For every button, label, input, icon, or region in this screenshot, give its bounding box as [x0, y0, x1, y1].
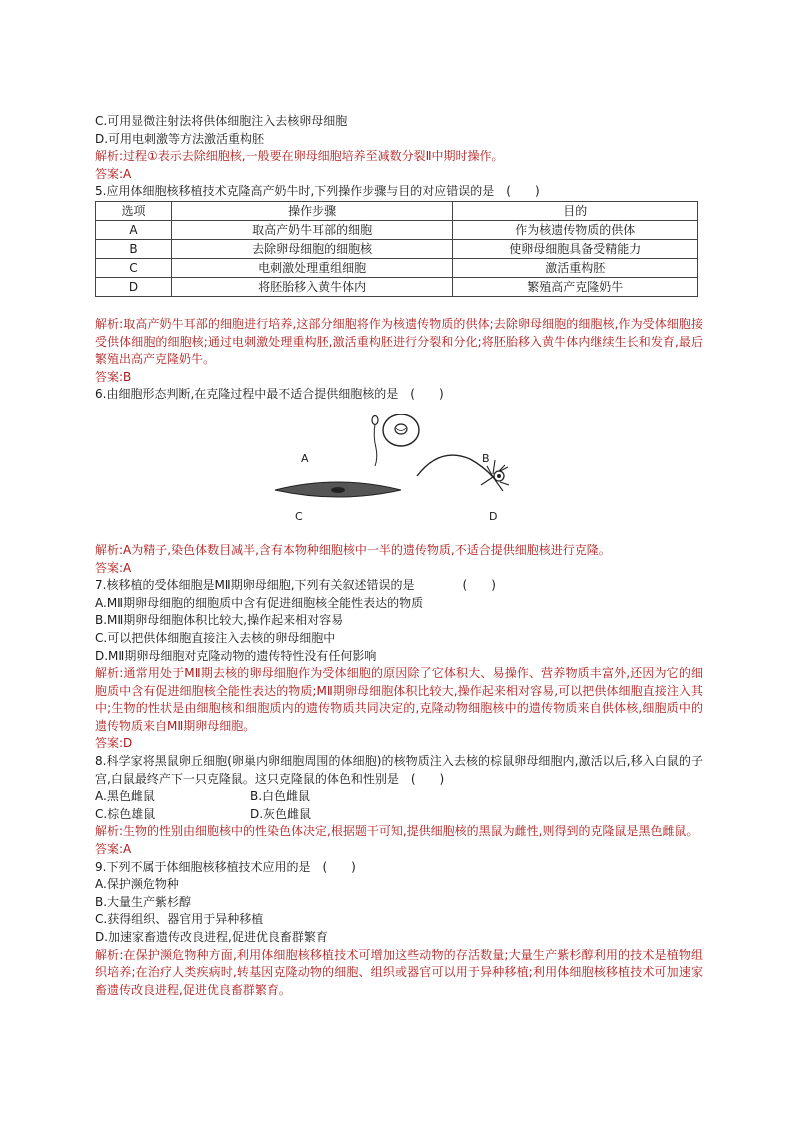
q9-option-a: A.保护濒危物种	[95, 877, 179, 892]
table-cell: 电刺激处理重组细胞	[171, 258, 453, 277]
q7-stem: 7.核移植的受体细胞是MⅡ期卵母细胞,下列有关叙述错误的是 ( )	[95, 578, 496, 593]
figure-label-a: A	[301, 451, 309, 465]
q6-answer: 答案:A	[95, 560, 132, 575]
q4-option-c: C.可用显微注射法将供体细胞注入去核卵母细胞	[95, 114, 348, 128]
q6-analysis: 解析:A为精子,染色体数目减半,含有本物种细胞核中一半的遗传物质,不适合提供细胞核进行克隆。	[95, 542, 611, 557]
table-cell: 将胚胎移入黄牛体内	[171, 277, 453, 296]
q4-option-d: D.可用电刺激等方法激活重构胚	[95, 131, 265, 146]
table-row	[96, 277, 698, 296]
table-cell: B	[96, 239, 172, 258]
table-header: 选项	[96, 201, 172, 220]
q8-option-d: D.灰色雌鼠	[250, 806, 312, 821]
q4-answer: 答案:A	[95, 166, 132, 181]
table-cell: 取高产奶牛耳部的细胞	[171, 220, 453, 239]
table-cell: 激活重构胚	[453, 258, 698, 277]
q6-stem: 6.由细胞形态判断,在克隆过程中最不适合提供细胞核的是 ( )	[95, 387, 444, 402]
q6-cell-figure	[95, 414, 703, 540]
q8-options-row-2	[95, 806, 703, 824]
q9-option-b: B.大量生产紫杉醇	[95, 894, 192, 909]
q7-option-c: C.可以把供体细胞直接注入去核的卵母细胞中	[95, 630, 336, 645]
q9-stem: 9.下列不属于体细胞核移植技术应用的是 ( )	[95, 859, 356, 874]
table-cell: 作为核遗传物质的供体	[453, 220, 698, 239]
spindle-cell-drawing	[275, 482, 401, 497]
figure-label-c: C	[295, 509, 303, 523]
table-header-row	[96, 201, 698, 220]
q8-options-row-1	[95, 788, 703, 806]
table-cell: C	[96, 258, 172, 277]
q7-option-d: D.MⅡ期卵母细胞对克隆动物的遗传特性没有任何影响	[95, 648, 377, 663]
q8-option-c: C.棕色雄鼠	[95, 806, 156, 821]
table-row	[96, 239, 698, 258]
figure-label-b: B	[482, 451, 490, 465]
table-cell: 使卵母细胞具备受精能力	[453, 239, 698, 258]
q7-answer: 答案:D	[95, 736, 133, 751]
egg-cell-drawing	[383, 414, 419, 446]
q9-option-c: C.获得组织、器官用于异种移植	[95, 912, 264, 927]
page-content	[95, 113, 703, 999]
table-cell: 繁殖高产克隆奶牛	[453, 277, 698, 296]
q8-analysis: 解析:生物的性别由细胞核中的性染色体决定,根据题干可知,提供细胞核的黑鼠为雌性,则得到的克隆鼠是黑色雌鼠。	[95, 824, 699, 839]
q8-stem: 8.科学家将黑鼠卵丘细胞(卵巢内卵细胞周围的体细胞)的核物质注入去核的棕鼠卵母细胞内,激活以后,移入白鼠的子宫,白鼠最终产下一只克隆鼠。这只克隆鼠的体色和性别是 ( )	[95, 754, 703, 786]
neuron-cell-drawing	[417, 455, 509, 491]
table-cell: 去除卵母细胞的细胞核	[171, 239, 453, 258]
q8-option-a: A.黑色雌鼠	[95, 789, 155, 804]
q5-table	[95, 201, 698, 297]
q7-analysis: 解析:通常用处于MⅡ期去核的卵母细胞作为受体细胞的原因除了它体积大、易操作、营养物质丰富外,还因为它的细胞质中含有促进细胞核全能性表达的物质;MⅡ期卵母细胞体积比较大,操作起来相对容易,可以把供体细胞直接注入其中;生物的性状是由细胞核和细胞质内的遗传物质共同决定的,克隆动物细胞核中的遗传物质来自供体核,细胞质中的遗传物质来自MⅡ期卵母细胞。	[95, 666, 703, 733]
q4-analysis: 解析:过程①表示去除细胞核,一般要在卵母细胞培养至减数分裂Ⅱ中期时操作。	[95, 149, 504, 164]
q5-analysis: 解析:取高产奶牛耳部的细胞进行培养,这部分细胞将作为核遗传物质的供体;去除卵母细胞的细胞核,作为受体细胞接受供体细胞的细胞核;通过电刺激处理重构胚,激活重构胚进行分裂和分化;将胚胎移入黄牛体内继续生长和发育,最后繁殖出高产克隆奶牛。	[95, 316, 703, 367]
q8-answer: 答案:A	[95, 842, 132, 857]
q7-option-b: B.MⅡ期卵母细胞体积比较大,操作起来相对容易	[95, 613, 344, 628]
table-header: 目的	[453, 201, 698, 220]
table-header: 操作步骤	[171, 201, 453, 220]
figure-label-d: D	[489, 509, 498, 523]
sperm-cell-drawing	[372, 415, 378, 466]
q7-option-a: A.MⅡ期卵母细胞的细胞质中含有促进细胞核全能性表达的物质	[95, 595, 424, 610]
table-row	[96, 220, 698, 239]
table-row	[96, 258, 698, 277]
table-cell: D	[96, 277, 172, 296]
cell-drawings	[95, 414, 703, 540]
q9-analysis: 解析:在保护濒危物种方面,利用体细胞核移植技术可增加这些动物的存活数量;大量生产紫杉醇利用的技术是植物组织培养;在治疗人类疾病时,转基因克隆动物的细胞、组织或器官可以用于异种移植;利用体细胞核移植技术可加速家畜遗传改良进程,促进优良畜群繁育。	[95, 947, 703, 997]
q5-stem: 5.应用体细胞核移植技术克隆高产奶牛时,下列操作步骤与目的对应错误的是 ( )	[95, 184, 540, 199]
q9-option-d: D.加速家畜遗传改良进程,促进优良畜群繁育	[95, 930, 328, 944]
table-cell: A	[96, 220, 172, 239]
q5-answer: 答案:B	[95, 369, 132, 384]
q8-option-b: B.白色雌鼠	[250, 789, 311, 804]
